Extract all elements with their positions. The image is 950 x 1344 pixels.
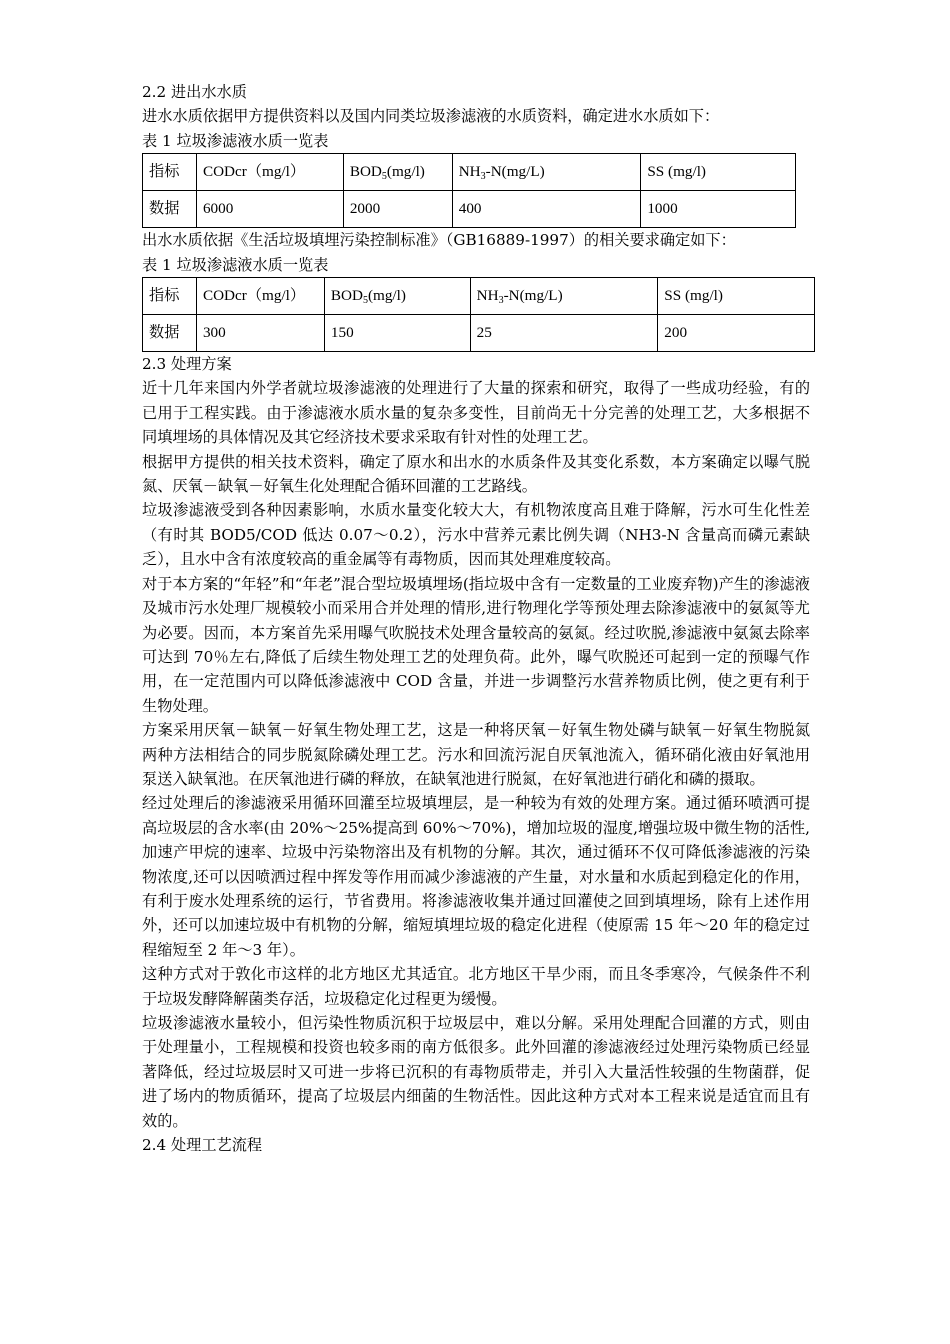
table-cell: 指标 (143, 154, 197, 191)
table-cell: 25 (470, 315, 658, 352)
table-cell: $BOD_5(mg/l)$ (343, 154, 452, 191)
body-paragraph: 这种方式对于敦化市这样的北方地区尤其适宜。北方地区干旱少雨，而且冬季寒冷，气候条件不利于垃圾发酵降解菌类存活，垃圾稳定化过程更为缓慢。 (142, 965, 810, 1008)
table-cell: 1000 (641, 191, 796, 228)
body-paragraph: 根据甲方提供的相关技术资料，确定了原水和出水的水质条件及其变化系数，本方案确定以曝气脱氮、厌氧－缺氧－好氧生化处理配合循环回灌的工艺路线。 (142, 452, 810, 496)
section-heading-2-3: 2.3 处理方案 (142, 355, 232, 374)
table-row (143, 315, 815, 352)
section-heading-2-4: 2.4 处理工艺流程 (142, 1136, 263, 1155)
table-cell: SS (mg/l) (641, 154, 796, 191)
document-page (142, 80, 810, 1157)
table-row (143, 154, 796, 191)
body-paragraph: 方案采用厌氧－缺氧－好氧生物处理工艺，这是一种将厌氧－好氧生物处磷与缺氧－好氧生物脱氮两种方法相结合的同步脱氮除磷处理工艺。污水和回流污泥自厌氧池流入，循环硝化液由好氧池用泵送入缺氧池。在厌氧池进行磷的释放，在缺氧池进行脱氮，在好氧池进行硝化和磷的摄取。 (142, 721, 810, 788)
table-cell: 指标 (143, 278, 197, 315)
body-paragraph: 垃圾渗滤液受到各种因素影响，水质水量变化较大大，有机物浓度高且难于降解，污水可生化性差（有时其 BOD5/COD 低达 0.07～0.2），污水中营养元素比例失调（NH3-N 含量高而磷元素缺乏），且水中含有浓度较高的重金属等有毒物质，因而其处理难度较高。 (142, 501, 810, 569)
outflow-intro-text: 出水水质依据《生活垃圾填埋污染控制标准》（GB16889-1997）的相关要求确定如下： (142, 231, 736, 250)
table1-caption: 表 1 垃圾渗滤液水质一览表 (142, 131, 329, 150)
table-cell: 300 (196, 315, 324, 352)
table-cell: 2000 (343, 191, 452, 228)
table-cell: $BOD_5(mg/l)$ (324, 278, 470, 315)
table-cell: SS (mg/l) (658, 278, 815, 315)
table-cell: 数据 (143, 191, 197, 228)
table-cell: $NH_3-N(mg/L)$ (452, 154, 641, 191)
outflow-quality-table (142, 277, 815, 352)
inflow-intro-text: 进水水质依据甲方提供资料以及国内同类垃圾渗滤液的水质资料，确定进水水质如下： (142, 107, 720, 126)
table-cell: 400 (452, 191, 641, 228)
table-cell: CODcr（mg/l） (196, 278, 324, 315)
inflow-quality-table (142, 153, 796, 228)
table-row (143, 191, 796, 228)
table-cell: 150 (324, 315, 470, 352)
table2-caption: 表 1 垃圾渗滤液水质一览表 (142, 255, 329, 274)
body-paragraph: 近十几年来国内外学者就垃圾渗滤液的处理进行了大量的探索和研究，取得了一些成功经验，有的已用于工程实践。由于渗滤液水质水量的复杂多变性，目前尚无十分完善的处理工艺，大多根据不同填埋场的具体情况及其它经济技术要求采取有针对性的处理工艺。 (142, 379, 810, 447)
table-cell: 6000 (196, 191, 343, 228)
table-cell: 200 (658, 315, 815, 352)
table-cell: $NH_3-N(mg/L)$ (470, 278, 658, 315)
section-heading-2-2: 2.2 进出水水质 (142, 83, 247, 101)
table-row (143, 278, 815, 315)
body-paragraph: 经过处理后的渗滤液采用循环回灌至垃圾填埋层，是一种较为有效的处理方案。通过循环喷洒可提高垃圾层的含水率(由 20%～25%提高到 60%～70%)，增加垃圾的湿度,增强垃圾中微生物的活性,加速产甲烷的速率、垃圾中污染物溶出及有机物的分解。其次，通过循环不仅可降低渗滤液的污染物浓度,还可以因喷洒过程中挥发等作用而减少渗滤液的产生量，对水量和水质起到稳定化的作用，有利于废水处理系统的运行，节省费用。将渗滤液收集并通过回灌使之回到填埋场，除有上述作用外，还可以加速垃圾中有机物的分解，缩短填埋垃圾的稳定化进程（使原需 15 年～20 年的稳定过程缩短至 2 年～3 年）。 (142, 794, 810, 959)
body-paragraph: 垃圾渗滤液水量较小，但污染性物质沉积于垃圾层中，难以分解。采用处理配合回灌的方式，则由于处理量小，工程规模和投资也较多雨的南方低很多。此外回灌的渗滤液经过处理污染物质已经显著降低，经过垃圾层时又可进一步将已沉积的有毒物质带走，并引入大量活性较强的生物菌群，促进了场内的物质循环，提高了垃圾层内细菌的生物活性。因此这种方式对本工程来说是适宜而且有效的。 (142, 1014, 810, 1130)
table-cell: 数据 (143, 315, 197, 352)
body-paragraph: 对于本方案的“年轻”和“年老”混合型垃圾填埋场(指垃圾中含有一定数量的工业废弃物)产生的渗滤液及城市污水处理厂规模较小而采用合并处理的情形,进行物理化学等预处理去除渗滤液中的氨氮等尤为必要。因而，本方案首先采用曝气吹脱技术处理含量较高的氨氮。经过吹脱,渗滤液中氨氮去除率可达到 70％左右,降低了后续生物处理工艺的处理负荷。此外，曝气吹脱还可起到一定的预曝气作用，在一定范围内可以降低渗滤液中 COD 含量，并进一步调整污水营养物质比例，使之更有利于生物处理。 (142, 574, 810, 715)
table-cell: CODcr（mg/l） (196, 154, 343, 191)
